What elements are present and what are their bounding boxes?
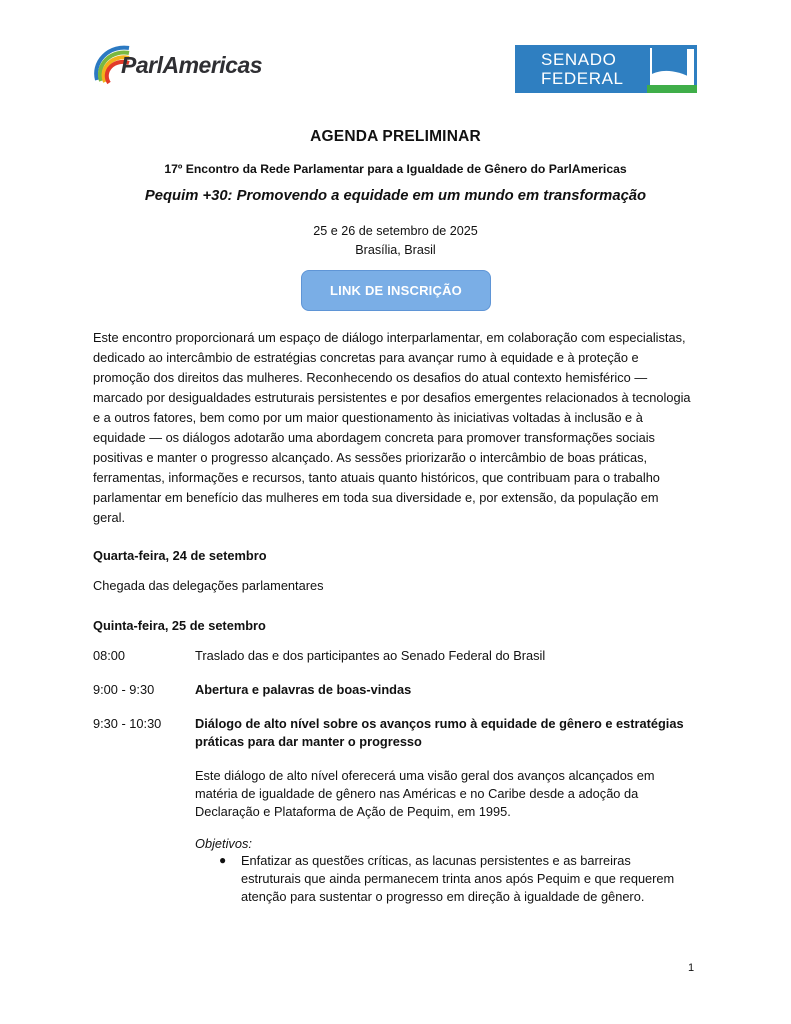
bullet-icon: ● xyxy=(219,853,227,867)
session-time: 9:30 - 10:30 xyxy=(93,716,162,731)
senado-emblem-icon xyxy=(647,45,697,93)
objective-line: estruturais que ainda permanecem trinta anos após Pequim e que requerem xyxy=(241,871,675,886)
intro-line: positivas e manter o progresso alcançado. As sessões priorizarão o intercâmbio de boas práticas, xyxy=(93,450,648,465)
objective-line: atenção para sustentar o progresso em direção à igualdade de gênero. xyxy=(241,889,645,904)
session-description-line: Declaração e Plataforma de Ação de Pequim, em 1995. xyxy=(195,804,511,819)
session-time: 9:00 - 9:30 xyxy=(93,682,155,697)
objective-line: Enfatizar as questões críticas, as lacunas persistentes e as barreiras xyxy=(241,853,631,868)
session-description-line: matéria de igualdade de gênero nas Américas e no Caribe desde a adoção da xyxy=(195,786,639,801)
parlamericas-logo xyxy=(93,42,283,98)
intro-line: parlamentar em benefício das mulheres em toda sua diversidade e, por extensão, da população em xyxy=(93,490,659,505)
intro-line: Este encontro proporcionará um espaço de diálogo interparlamentar, em colaboração com especialistas, xyxy=(93,330,686,345)
event-subtitle: 17º Encontro da Rede Parlamentar para a Igualdade de Gênero do ParlAmericas xyxy=(164,162,627,176)
intro-line: e a outros fatores, bem como por um maior questionamento às iniciativas voltadas à inclusão e à xyxy=(93,410,643,425)
event-location: Brasília, Brasil xyxy=(355,243,436,257)
objectives-label: Objetivos: xyxy=(195,836,252,851)
intro-line: ferramentas, informações e recursos, tanto atuais quanto históricos, que contribuam para o trabalho xyxy=(93,470,660,485)
registration-link-button[interactable]: LINK DE INSCRIÇÃO xyxy=(301,270,491,311)
event-dates: 25 e 26 de setembro de 2025 xyxy=(313,224,478,238)
session-title: Abertura e palavras de boas-vindas xyxy=(195,682,412,697)
intro-line: marcado por desigualdades estruturais persistentes e por desafios emergentes relacionados à tecnologia xyxy=(93,390,691,405)
intro-line: equidade — os diálogos adotarão uma abordagem concreta para promover transformações sociais xyxy=(93,430,655,445)
senado-word: SENADO xyxy=(541,50,617,69)
senado-federal-wordmark xyxy=(541,50,624,88)
session-title-line: práticas para dar manter o progresso xyxy=(195,734,422,749)
session-title: Traslado das e dos participantes ao Senado Federal do Brasil xyxy=(195,648,546,663)
session-description-line: Este diálogo de alto nível oferecerá uma visão geral dos avanços alcançados em xyxy=(195,768,655,783)
page-title: AGENDA PRELIMINAR xyxy=(310,128,481,145)
intro-line: promoção dos direitos das mulheres. Reconhecendo os desafios do atual contexto hemisférico — xyxy=(93,370,648,385)
event-theme: Pequim +30: Promovendo a equidade em um mundo em transformação xyxy=(144,188,647,204)
session-time: 08:00 xyxy=(93,648,126,663)
intro-line: dedicado ao intercâmbio de estratégias concretas para avançar rumo à equidade e à proteção e xyxy=(93,350,639,365)
session-title-line: Diálogo de alto nível sobre os avanços rumo à equidade de gênero e estratégias xyxy=(195,716,684,731)
federal-word: FEDERAL xyxy=(541,69,624,88)
intro-line: geral. xyxy=(93,510,126,525)
parlamericas-wordmark: ParlAmericas xyxy=(121,52,263,78)
day1-note: Chegada das delegações parlamentares xyxy=(93,578,324,593)
day1-heading: Quarta-feira, 24 de setembro xyxy=(93,548,267,563)
page-number: 1 xyxy=(688,962,695,974)
day2-heading: Quinta-feira, 25 de setembro xyxy=(93,618,266,633)
senado-federal-logo xyxy=(515,45,697,93)
